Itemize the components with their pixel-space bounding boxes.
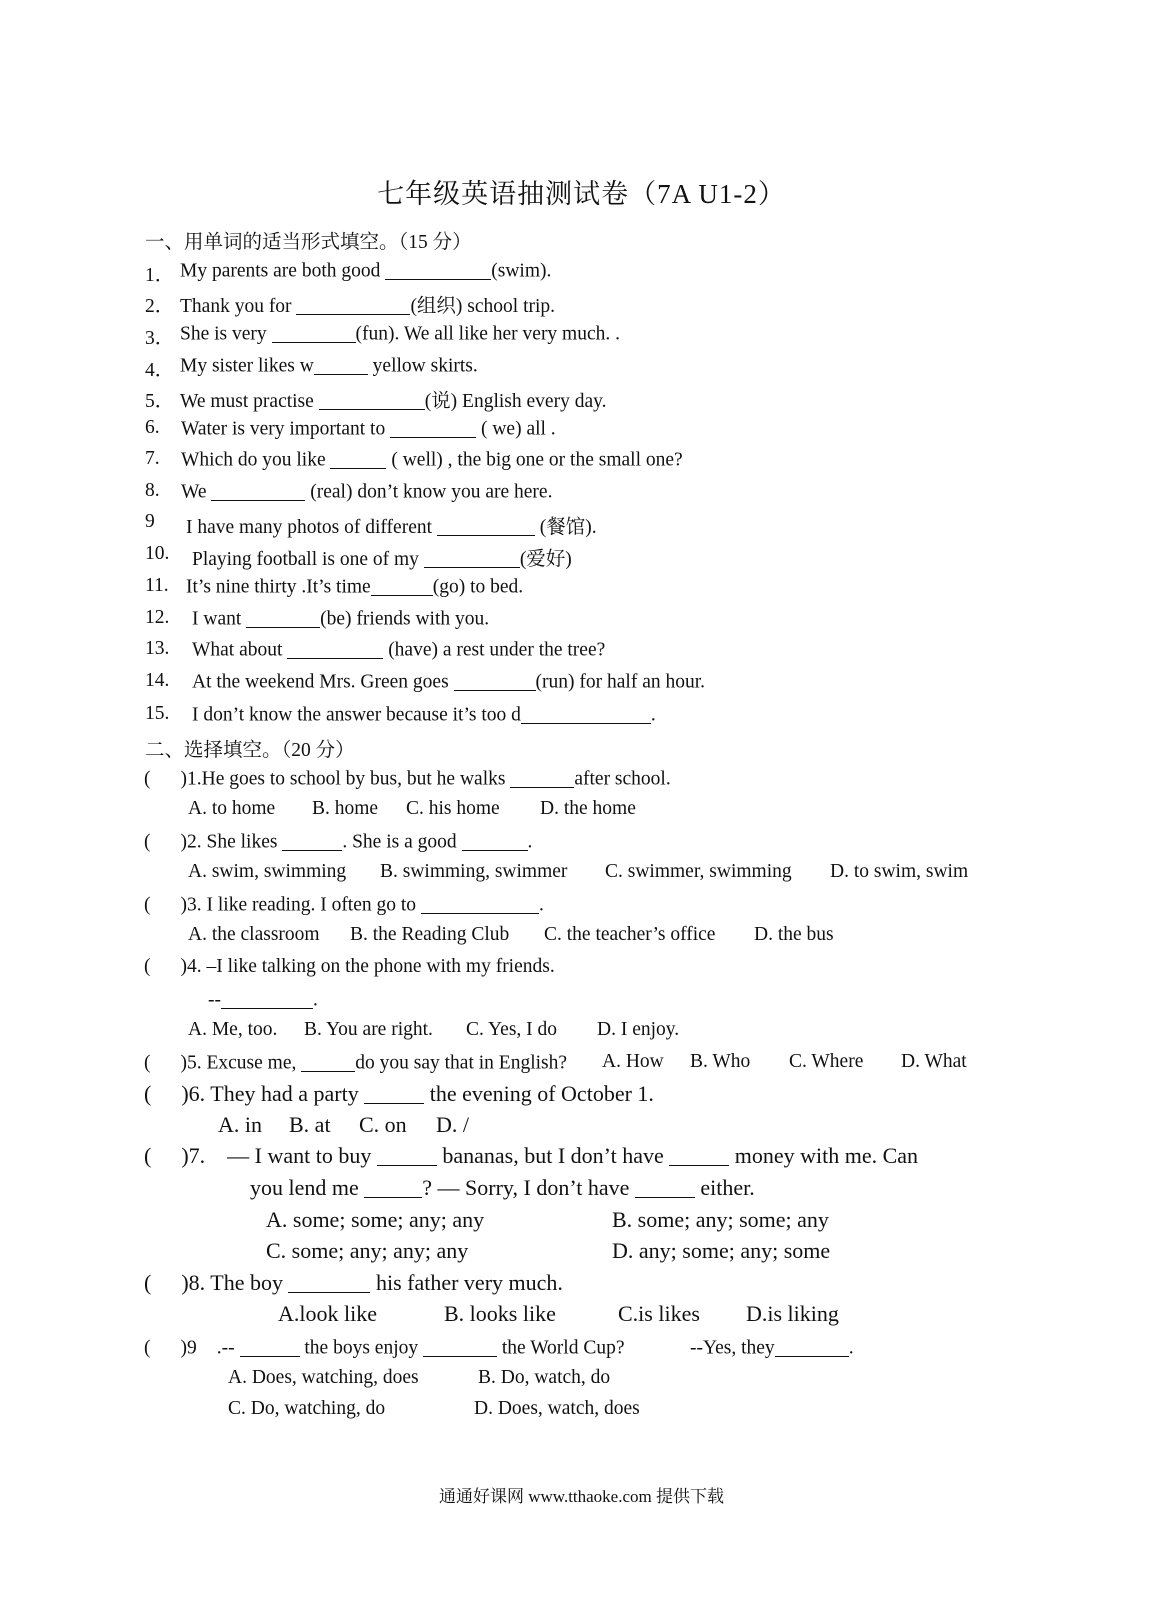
option-c: C. some; any; any; any	[266, 1238, 469, 1263]
option-d: D. I enjoy.	[597, 1019, 680, 1040]
item-number: 12.	[145, 607, 170, 628]
item-text: .	[650, 704, 656, 726]
q4-options	[188, 1019, 680, 1041]
q9-options-row1	[228, 1367, 611, 1389]
item-text: (餐馆).	[534, 517, 597, 538]
option-c: C.is likes	[618, 1301, 700, 1326]
q7-options-row2	[266, 1238, 831, 1264]
q3-options	[188, 924, 834, 946]
q1-options	[188, 798, 636, 820]
item-text: (run) for half an hour.	[535, 671, 706, 693]
answer-blank[interactable]	[296, 295, 410, 316]
question-7-cont: you lend me ? — Sorry, I don’t have either.	[250, 1175, 755, 1200]
fill-item	[145, 259, 552, 287]
option-b: B. Who	[690, 1051, 751, 1072]
item-number: 6.	[145, 417, 160, 438]
option-a: A. to home	[188, 798, 276, 819]
option-c: C. Yes, I do	[466, 1019, 558, 1040]
q6-options	[218, 1112, 469, 1138]
question-5: ( )5. Excuse me, do you say that in English? A. How B. Who C. Where D. What	[144, 1051, 967, 1074]
answer-blank[interactable]	[669, 1143, 729, 1166]
option-b: B. the Reading Club	[350, 924, 510, 945]
item-text: ( we) all .	[476, 418, 556, 440]
item-text: We must practise	[180, 391, 319, 412]
answer-blank[interactable]	[221, 988, 313, 1009]
item-number: 4．	[145, 360, 175, 381]
option-b: B. some; any; some; any	[612, 1207, 829, 1232]
item-number: 3．	[145, 328, 175, 349]
option-c: C. on	[359, 1112, 407, 1137]
fill-item	[145, 511, 597, 538]
answer-blank[interactable]	[385, 259, 491, 280]
answer-blank[interactable]	[364, 1175, 422, 1198]
item-text: I have many photos of different	[186, 517, 437, 538]
answer-blank[interactable]	[454, 670, 536, 691]
fill-item	[145, 448, 683, 471]
option-b: B. home	[312, 798, 379, 819]
item-number: 15.	[145, 703, 170, 724]
q9-options-row2	[228, 1398, 640, 1420]
fill-item	[145, 417, 556, 440]
item-text: I don’t know the answer because it’s too d	[192, 704, 521, 726]
option-c: C. Do, watching, do	[228, 1398, 386, 1419]
option-d: D.is liking	[746, 1301, 839, 1326]
fill-item	[145, 385, 607, 413]
q2-options	[188, 861, 969, 883]
fill-item	[145, 607, 490, 630]
item-text: I want	[192, 608, 247, 630]
paren: (	[144, 768, 151, 790]
answer-blank[interactable]	[510, 767, 574, 788]
fill-item	[145, 322, 621, 350]
option-a: A. the classroom	[188, 924, 320, 945]
fill-item	[145, 670, 706, 693]
answer-blank[interactable]	[282, 830, 342, 851]
item-number: 10.	[145, 543, 170, 564]
question-3: ( )3. I like reading. I often go to .	[144, 894, 544, 916]
fill-item	[145, 290, 556, 318]
item-text: (爱好)	[519, 549, 572, 570]
item-text: What about	[192, 639, 288, 661]
item-text: My sister likes w	[180, 355, 314, 377]
option-a: A. swim, swimming	[188, 861, 347, 882]
item-text: Water is very important to	[181, 418, 391, 440]
option-c: C. the teacher’s office	[544, 924, 716, 945]
answer-blank[interactable]	[288, 1270, 370, 1293]
item-number: 9	[145, 511, 155, 532]
answer-blank[interactable]	[437, 516, 535, 537]
option-b: B. swimming, swimmer	[380, 861, 568, 882]
item-text: (说) English every day.	[424, 391, 607, 412]
option-a: A. How	[602, 1051, 664, 1072]
item-number: 2．	[145, 296, 175, 317]
option-c: C. Where	[789, 1051, 864, 1072]
item-number: 7.	[145, 448, 160, 469]
answer-blank[interactable]	[377, 1143, 437, 1166]
option-d: D. /	[436, 1112, 469, 1137]
q7-options-row1	[266, 1207, 829, 1233]
option-a: A. Does, watching, does	[228, 1367, 419, 1388]
item-text: (fun). We all like her very much. .	[355, 323, 621, 345]
fill-item	[145, 575, 524, 598]
answer-blank[interactable]	[371, 575, 433, 596]
answer-blank[interactable]	[211, 480, 305, 501]
question-4: ( )4. –I like talking on the phone with my friends.	[144, 956, 555, 977]
item-number: 13.	[145, 638, 170, 659]
fill-item	[145, 354, 478, 382]
item-text: Which do you like	[181, 449, 331, 471]
option-b: B. looks like	[444, 1301, 556, 1326]
answer-blank[interactable]	[287, 638, 383, 659]
answer-blank[interactable]	[390, 417, 476, 438]
item-number: 1．	[145, 265, 175, 286]
question-9: ( )9 .-- the boys enjoy the World Cup? --Yes, they .	[144, 1337, 854, 1359]
footer-source: 通通好课网 www.tthaoke.com 提供下载	[438, 1487, 725, 1506]
option-a: A. in	[218, 1112, 262, 1137]
item-text: yellow skirts.	[367, 355, 478, 377]
answer-blank[interactable]	[521, 703, 651, 724]
section2-heading: 二、选择填空。（20 分）	[145, 740, 355, 761]
item-text: Thank you for	[180, 296, 297, 317]
item-text: (be) friends with you.	[320, 608, 490, 630]
answer-blank[interactable]	[424, 548, 520, 569]
question-6: ( )6. They had a party the evening of October 1.	[144, 1081, 654, 1106]
option-d: D. What	[901, 1051, 967, 1072]
option-d: D. any; some; any; some	[612, 1238, 831, 1263]
item-text: (swim).	[491, 260, 552, 282]
answer-blank[interactable]	[246, 607, 320, 628]
answer-blank[interactable]	[330, 448, 386, 469]
item-number: 11.	[145, 575, 169, 596]
item-text: Playing football is one of my	[192, 549, 424, 570]
item-text: At the weekend Mrs. Green goes	[192, 671, 454, 693]
item-text: ( well) , the big one or the small one?	[386, 449, 683, 471]
fill-item	[145, 703, 656, 726]
q4-response: -- .	[208, 989, 318, 1011]
question-8: ( )8. The boy his father very much.	[144, 1270, 563, 1295]
option-d: D. the home	[540, 798, 636, 819]
item-text: (go) to bed.	[432, 576, 524, 598]
answer-blank[interactable]	[364, 1081, 424, 1104]
option-c: C. swimmer, swimming	[605, 861, 792, 882]
item-text: (have) a rest under the tree?	[383, 639, 606, 661]
answer-blank[interactable]	[301, 1051, 355, 1072]
item-number: 14.	[145, 670, 170, 691]
option-a: A. Me, too.	[188, 1019, 278, 1040]
item-number: 5．	[145, 391, 175, 412]
option-d: D. Does, watch, does	[474, 1398, 640, 1419]
answer-blank[interactable]	[319, 390, 425, 411]
answer-blank[interactable]	[462, 830, 528, 851]
answer-blank[interactable]	[635, 1175, 695, 1198]
option-b: B. You are right.	[304, 1019, 433, 1040]
option-d: D. the bus	[754, 924, 834, 945]
answer-blank[interactable]	[314, 354, 368, 375]
answer-blank[interactable]	[240, 1336, 300, 1357]
option-c: C. his home	[406, 798, 500, 819]
item-text: My parents are both good	[180, 260, 386, 282]
item-text: We	[181, 481, 212, 503]
item-text: She is very	[180, 323, 272, 345]
answer-blank[interactable]	[775, 1336, 849, 1357]
fill-item	[145, 480, 553, 503]
item-number: 8.	[145, 480, 160, 501]
item-text: (组织) school trip.	[410, 296, 556, 317]
fill-item	[145, 638, 606, 661]
option-b: B. Do, watch, do	[478, 1367, 611, 1388]
answer-blank[interactable]	[423, 1336, 497, 1357]
question-2: ( )2. She likes . She is a good .	[144, 831, 533, 853]
question-1: ( )1.He goes to school by bus, but he walks after school.	[144, 768, 671, 790]
section1-heading: 一、用单词的适当形式填空。（15 分）	[145, 232, 472, 253]
question-7: ( )7. — I want to buy bananas, but I don’t have money with me. Can	[144, 1143, 919, 1168]
answer-blank[interactable]	[421, 893, 539, 914]
answer-blank[interactable]	[272, 322, 356, 343]
q8-options	[278, 1301, 839, 1327]
option-a: A. some; some; any; any	[266, 1207, 485, 1232]
option-a: A.look like	[278, 1301, 377, 1326]
item-text: (real) don’t know you are here.	[305, 481, 553, 503]
option-b: B. at	[289, 1112, 331, 1137]
page-title: 七年级英语抽测试卷（7A U1-2）	[377, 179, 786, 209]
item-text: It’s nine thirty .It’s time	[186, 576, 371, 598]
option-d: D. to swim, swim	[830, 861, 969, 882]
fill-item	[145, 543, 572, 570]
